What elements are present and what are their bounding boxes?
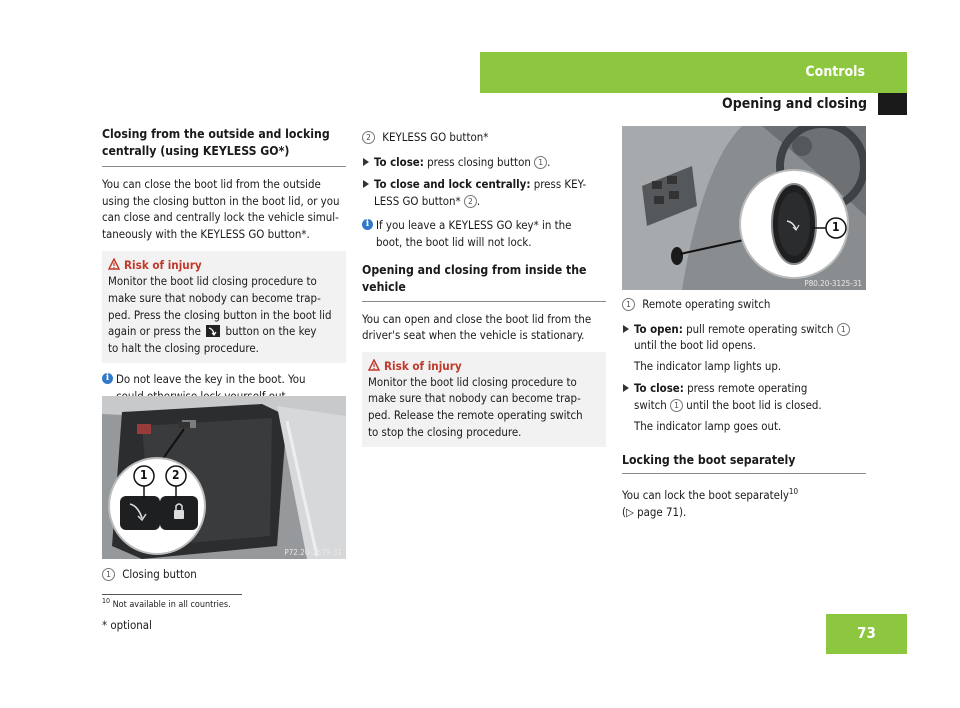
footnote: $^{10}$ Not available in all countries.: [102, 597, 231, 610]
warning-triangle-icon: [108, 258, 120, 270]
section-title: Controls: [805, 64, 865, 80]
step-lock: To close and lock centrally: press KEY- LESS GO button* 2 .: [362, 176, 606, 209]
info-note: i If you leave a KEYLESS GO key* in the boot, the boot lid will not lock.: [362, 217, 606, 250]
intro-text: You can open and close the boot lid from the driver's seat when the vehicle is stationary.: [362, 311, 592, 343]
footnote-divider: [102, 594, 242, 595]
subsection-title: Opening and closing: [721, 96, 867, 112]
column-1: [102, 126, 346, 405]
door-switch-figure: [622, 126, 866, 290]
optional-note: * optional: [102, 618, 152, 632]
column-3: [622, 296, 866, 520]
section-heading: Closing from the outside and locking centrally (using KEYLESS GO*): [102, 126, 346, 167]
callout-label-1: 1: [832, 220, 840, 234]
info-icon: i: [102, 373, 113, 384]
info-icon: i: [362, 219, 373, 230]
section-heading: Opening and closing from inside the vehicle: [362, 262, 606, 302]
warning-box: Risk of injury Monitor the boot lid closing procedure to make sure that nobody can become trap- ped. Press the closing button in the boot lid again or press the button on the key to halt the closing procedure.: [102, 251, 346, 363]
callout-label-2: 2: [172, 468, 180, 482]
boot-lid-figure: [102, 396, 346, 559]
section-marker: [878, 93, 907, 115]
callout-label-1: 1: [140, 468, 148, 482]
warning-box: Risk of injury Monitor the boot lid closing procedure to make sure that nobody can become trap- ped. Release the remote operating switch to stop the closing procedure.: [362, 352, 606, 447]
intro-text: You can close the boot lid from the outside using the closing button in the boot lid, or you can close and centrally lock the vehicle simul- taneously with the KEYLESS GO button*.: [102, 177, 340, 241]
key-close-button-icon: [206, 325, 220, 337]
figure-caption: 1 Remote operating switch: [622, 296, 866, 313]
page-number-tab: [826, 614, 907, 654]
footnote-ref: 10: [788, 487, 799, 497]
column-2: [362, 129, 606, 447]
step-close: To close: press closing button 1 .: [362, 154, 606, 171]
warning-triangle-icon: [368, 359, 380, 371]
step-open: To open: pull remote operating switch 1 until the boot lid opens. The indicator lamp lights up.: [622, 321, 866, 375]
section-tab: [480, 52, 907, 93]
page-number: 73: [857, 624, 876, 642]
figure-code: P80.20-3125-31: [804, 279, 862, 288]
intro-text: You can lock the boot separately$^{10}$ (▷ page 71).: [622, 487, 799, 519]
section-heading: Locking the boot separately: [622, 452, 866, 474]
legend-item: 2 KEYLESS GO button*: [362, 129, 606, 146]
info-note: i Do not leave the key in the boot. You: [102, 371, 346, 404]
figure-code: P72.20-2679-31: [284, 548, 342, 557]
step-close: To close: press remote operating switch 1 until the boot lid is closed. The indicator lamp goes out.: [622, 380, 866, 434]
figure-caption: 1 Closing button: [102, 566, 346, 583]
